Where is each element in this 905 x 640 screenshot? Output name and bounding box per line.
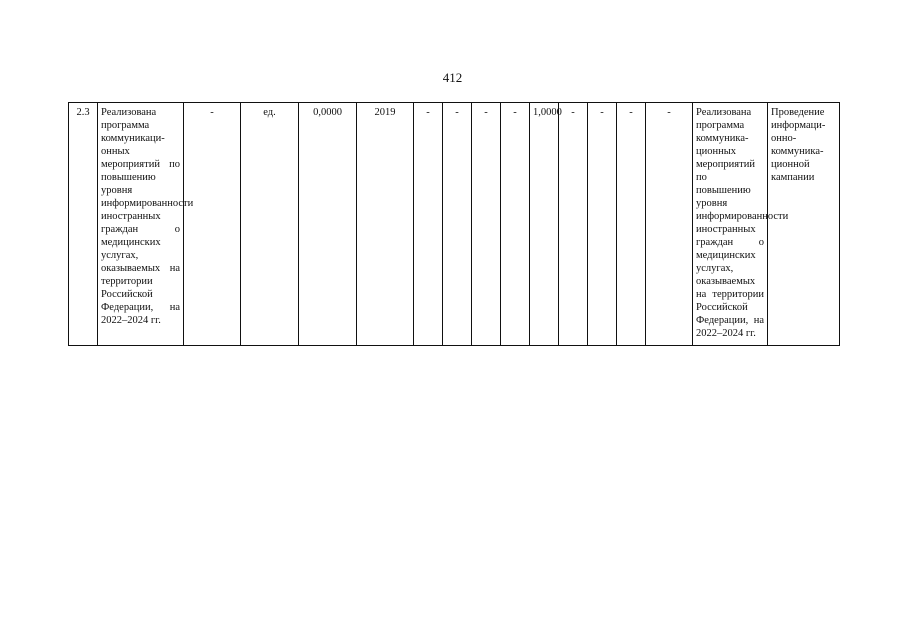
value-6: - xyxy=(571,107,575,118)
base-year-cell xyxy=(357,103,414,346)
value-cell-3 xyxy=(472,103,501,346)
base-year: 2019 xyxy=(374,107,396,118)
value-8: - xyxy=(629,107,633,118)
unit-value: ед. xyxy=(263,107,276,118)
value-4: - xyxy=(513,107,517,118)
base-value-cell xyxy=(299,103,357,346)
unit-cell xyxy=(241,103,299,346)
value-cell-1 xyxy=(414,103,443,346)
indicator-table xyxy=(68,102,840,346)
value-3: - xyxy=(484,107,488,118)
value-cell-6 xyxy=(559,103,588,346)
page-number: 412 xyxy=(442,70,463,85)
value-7: - xyxy=(600,107,604,118)
base-value: 0,0000 xyxy=(313,107,342,118)
value-cell-9 xyxy=(646,103,693,346)
col3-value: - xyxy=(210,107,214,118)
value-cell-7 xyxy=(588,103,617,346)
value-2: - xyxy=(455,107,459,118)
note: Проведение информаци-онно-коммуника-ционной кампании xyxy=(771,107,826,183)
value-5: 1,0000 xyxy=(533,107,562,118)
value-cell-8 xyxy=(617,103,646,346)
value-cell-5 xyxy=(530,103,562,346)
row-number: 2.3 xyxy=(76,107,90,118)
value-cell-4 xyxy=(501,103,530,346)
description-cell xyxy=(693,103,789,346)
result-name-cell xyxy=(98,103,194,346)
col3-cell xyxy=(184,103,241,346)
note-cell xyxy=(768,103,840,346)
value-cell-2 xyxy=(443,103,472,346)
result-name: Реализована программа коммуникаци-онных мероприятий по повышению уровня информированности иностранных граждан о медицинских услугах, оказываемых на территории Российской Федерации, на 2022–2024 гг. xyxy=(101,107,194,326)
row-number-cell xyxy=(69,103,98,346)
description: Реализована программа коммуника-ционных мероприятий по повышению уровня информированности иностранных граждан о медицинских услугах, оказываемых на территории Российской Федерации, на 2022–2024 гг. xyxy=(696,107,789,339)
value-1: - xyxy=(426,107,430,118)
value-9: - xyxy=(667,107,671,118)
table-row xyxy=(69,103,840,346)
